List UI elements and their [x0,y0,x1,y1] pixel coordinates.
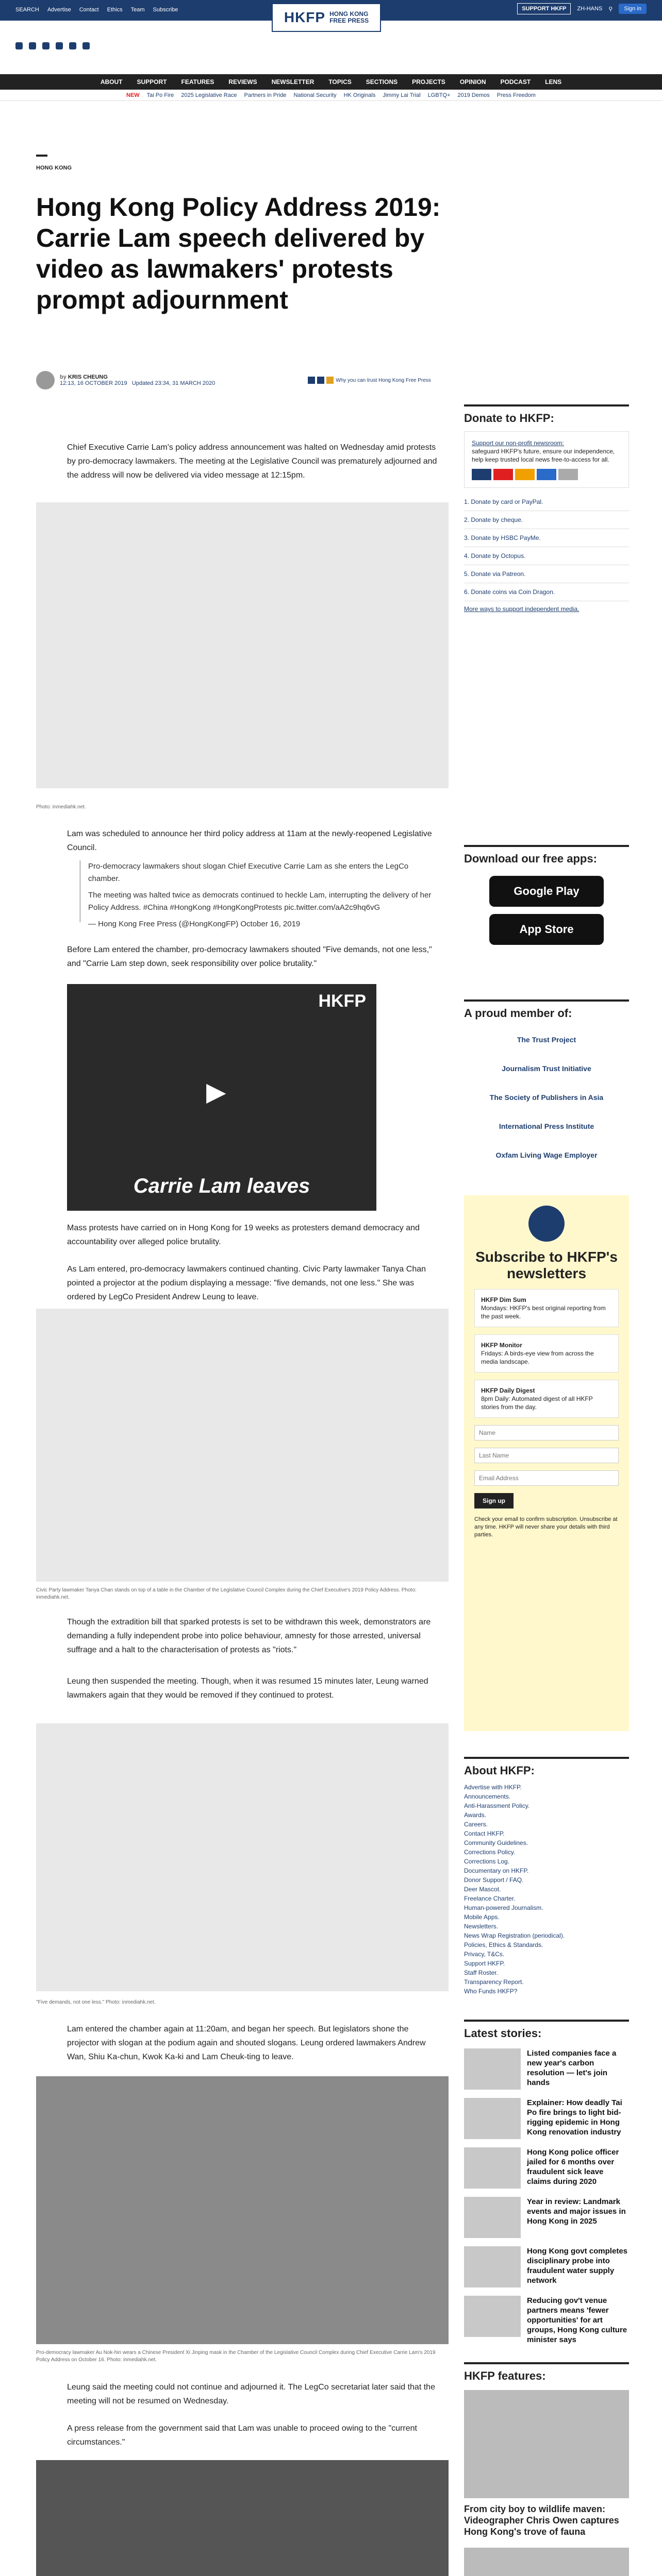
nav-item[interactable]: FEATURES [181,78,214,86]
about-link[interactable]: Corrections Log. [464,1858,510,1865]
email-icon[interactable] [82,42,90,49]
trust-icon [326,377,334,384]
latest-story[interactable] [464,2296,629,2345]
story-title[interactable]: Hong Kong govt completes disciplinary probe into fraudulent water supply network [527,2247,627,2285]
name-input[interactable] [474,1425,619,1440]
share-icon[interactable] [308,377,315,384]
share-icon[interactable] [317,377,324,384]
google-play-button[interactable]: Google Play [489,876,604,907]
donate-option[interactable]: 5. Donate via Patreon. [464,565,629,583]
nav-item[interactable]: OPINION [459,78,486,86]
member-logo[interactable]: International Press Institute [499,1122,594,1130]
about-link[interactable]: News Wrap Registration (periodical). [464,1932,565,1939]
paragraph: Though the extradition bill that sparked protests is set to be withdrawn this week, demonstrators are demanding a fully independent probe into police behaviour, amnesty for those arrested, universal suffrage and a halt to the characterisation of protests as "riots." [67,1618,431,1654]
donate-option[interactable]: 2. Donate by cheque. [464,511,629,529]
article-image [36,1723,449,1991]
about-link[interactable]: Transparency Report. [464,1978,524,1986]
subnav-item[interactable]: HK Originals [343,92,376,98]
payment-icons [472,469,621,480]
paragraph: Leung then suspended the meeting. Though, when it was resumed 15 minutes later, Leung warned lawmakers again that they would be removed if they continued to protest. [67,1677,428,1700]
sub-nav [0,90,662,101]
nav-item[interactable]: TOPICS [328,78,352,86]
image-caption: "Five demands, not one less." Photo: inmediahk.net. [36,1999,156,2005]
hkfp-logo-icon [528,1206,565,1242]
about-link[interactable]: Announcements. [464,1793,511,1800]
subnav-item[interactable]: 2019 Demos [457,92,490,98]
about-link[interactable]: Staff Roster. [464,1969,498,1976]
member-logo[interactable]: The Society of Publishers in Asia [489,1093,604,1101]
linkedin-icon[interactable] [69,42,76,49]
member-logo[interactable]: The Trust Project [517,1036,576,1044]
apps-title: Download our free apps: [464,845,629,866]
trust-link[interactable]: Why you can trust Hong Kong Free Press [336,377,431,383]
story-title[interactable]: Year in review: Landmark events and major issues in Hong Kong in 2025 [527,2197,626,2226]
story-title[interactable]: Reducing gov't venue partners means 'fewer opportunities' for art groups, Hong Kong culture minister says [527,2296,627,2344]
about-link[interactable]: Donor Support / FAQ. [464,1876,524,1884]
latest-widget [464,2020,629,2345]
story-thumbnail [464,2246,521,2287]
latest-story[interactable] [464,2246,629,2287]
article-image [36,2460,449,2576]
donate-widget: Donate to HKFP: Support our non-profit newsroom: safeguard HKFP's future, ensure our independence, help keep trusted local news free-to-access for all. 1. Donate by card or PayPal. 2. Donate by cheque. 3. Donate by HSBC PayMe. 4. Donate by Octopus. 5. Donate via Patreon. 6. Donate coins via Coin Dragon. More ways to support independent media. [464,404,629,613]
divider [36,155,47,157]
about-link[interactable]: Awards. [464,1811,487,1819]
subnav-item[interactable]: 2025 Legislative Race [181,92,237,98]
story-thumbnail [464,2048,521,2090]
story-thumbnail [464,2296,521,2337]
paragraph: Mass protests have carried on in Hong Kong for 19 weeks as protesters demand democracy and accountability over alleged police brutality. [67,1224,420,1246]
feature-thumbnail [464,2390,629,2498]
subnav-item[interactable]: Press Freedom [496,92,536,98]
page-title: Hong Kong Policy Address 2019: Carrie Lam speech delivered by video as lawmakers' protests prompt adjournment [36,193,441,314]
tweet-link[interactable]: — Hong Kong Free Press (@HongKongFP) October 16, 2019 [88,920,301,928]
member-logo[interactable]: Journalism Trust Initiative [502,1064,591,1073]
story-thumbnail [464,2197,521,2238]
about-link[interactable]: Mobile Apps. [464,1913,500,1921]
about-title: About HKFP: [464,1757,629,1777]
twitter-icon[interactable] [15,42,23,49]
image-caption: Civic Party lawmaker Tanya Chan stands on top of a table in the Chamber of the Legislative Council Complex during the Chief Executive's 2019 Policy Address. Photo: inmediahk.net. [36,1587,417,1600]
topbar-link[interactable]: Ethics [107,7,123,13]
nav-item[interactable]: ABOUT [100,78,123,86]
about-link[interactable]: Anti-Harassment Policy. [464,1802,530,1809]
features-widget [464,2362,629,2576]
article-image [36,1309,449,1582]
nav-item[interactable]: SUPPORT [137,78,167,86]
newsletter-widget [464,1195,629,1731]
category-label[interactable]: HONG KONG [36,165,72,171]
about-link[interactable]: Support HKFP. [464,1960,505,1967]
paragraph: Chief Executive Carrie Lam's policy address announcement was halted on Wednesday amid protests by pro-democracy lawmakers. The meeting at the Legislative Council was prematurely adjourned and the address will now be delivered via video message at 12:15pm. [67,443,437,480]
feature-item[interactable]: From city boy to wildlife maven: Videographer Chris Owen captures Hong Kong's trove of fauna [464,2390,629,2537]
nav-item[interactable]: PROJECTS [412,78,445,86]
paragraph: Before Lam entered the chamber, pro-democracy lawmakers shouted "Five demands, not one less," and "Carrie Lam step down, seek responsibility over police brutality." [67,945,432,968]
social-icons [15,42,90,49]
image-caption: Photo: inmediahk.net. [36,804,86,810]
paragraph: A press release from the government said that Lam was unable to proceed owing to the "current circumstances." [67,2424,417,2447]
latest-story[interactable] [464,2048,629,2090]
avatar [36,371,55,389]
story-title[interactable]: Hong Kong police officer jailed for 6 months over fraudulent sick leave claims during 2020 [527,2148,619,2186]
apps-widget [464,845,629,945]
nav-item[interactable]: PODCAST [500,78,531,86]
topbar-link[interactable]: Subscribe [153,7,178,13]
newsletter-note: Check your email to confirm subscription. Unsubscribe at any time. HKFP will never share your details with third parties. [474,1516,618,1538]
subnav-item[interactable]: Jimmy Lai Trial [383,92,421,98]
email-input[interactable] [474,1470,619,1486]
about-link[interactable]: Human-powered Journalism. [464,1904,543,1911]
sign-in-button[interactable]: Sign in [619,4,647,14]
about-link[interactable]: Documentary on HKFP. [464,1867,529,1874]
video-title: Carrie Lam leaves [133,1175,310,1197]
donate-option[interactable]: 4. Donate by Octopus. [464,547,629,565]
author-name[interactable]: KRIS CHEUNG [68,374,108,380]
topbar-link[interactable]: Contact [79,7,99,13]
embedded-video[interactable] [67,984,376,1211]
video-logo: HKFP [318,991,366,1011]
subnav-item[interactable]: National Security [293,92,337,98]
sign-up-button[interactable]: Sign up [474,1493,514,1509]
about-link[interactable]: Careers. [464,1821,488,1828]
nav-item[interactable]: REVIEWS [228,78,257,86]
nav-item[interactable]: LENS [545,78,562,86]
paragraph: Leung said the meeting could not continue and adjourned it. The LegCo secretariat later said that the meeting will not be resumed on Wednesday. [67,2383,435,2405]
paragraph: As Lam entered, pro-democracy lawmakers continued chanting. Civic Party lawmaker Tanya Chan pointed a projector at the podium displaying a message: "five demands, not one less." She was ordered by LegCo President Andrew Leung to leave. [67,1265,426,1301]
new-badge: NEW [126,92,140,98]
more-ways-link[interactable]: More ways to support independent media. [464,605,580,613]
feature-item[interactable] [464,2548,629,2576]
last-name-input[interactable] [474,1448,619,1463]
about-link[interactable]: Advertise with HKFP. [464,1784,522,1791]
donate-option[interactable]: 6. Donate coins via Coin Dragon. [464,583,629,601]
latest-story[interactable] [464,2147,629,2189]
donate-link[interactable]: Support our non-profit newsroom: [472,439,564,447]
embedded-tweet: Pro-democracy lawmakers shout slogan Chief Executive Carrie Lam as she enters the LegCo chamber. The meeting was halted twice as democrats continued to heckle Lam, interrupting the delivery of her Policy Address. #China #HongKong #HongKongProtests pic.twitter.com/aA2c9hq6vG — Hong Kong Free Press (@HongKongFP) October 16, 2019 [79,860,440,922]
story-title[interactable]: Listed companies face a new year's carbon resolution — let's join hands [527,2049,617,2087]
publish-date: 12:13, 16 OCTOBER 2019 [60,380,127,386]
latest-title: Latest stories: [464,2020,629,2040]
story-thumbnail [464,2147,521,2189]
main-nav [0,74,662,90]
topbar-link[interactable]: Advertise [47,7,71,13]
paragraph: Lam entered the chamber again at 11:20am, and began her speech. But legislators shone the projector with slogan at the podium again and shouted slogans. Leung ordered lawmakers Andrew Wan, Shiu Ka-chun, Kwok Ka-ki and Lam Cheuk-ting to leave. [67,2025,426,2061]
image-caption: Pro-democracy lawmaker Au Nok-hin wears a Chinese President Xi Jinping mask in the Chamber of the Legislative Council Complex during Chief Executive Carrie Lam's 2019 Policy Address on October 16. Photo: inmediahk.net. [36,2350,436,2363]
story-thumbnail [464,2098,521,2139]
newsletter-option[interactable]: HKFP Dim Sum Mondays: HKFP's best original reporting from the past week. [474,1289,619,1327]
latest-story[interactable] [464,2197,629,2238]
facebook-icon[interactable] [29,42,36,49]
about-widget [464,1757,629,1996]
donate-option[interactable]: 1. Donate by card or PayPal. [464,493,629,511]
members-title: A proud member of: [464,999,629,1020]
members-widget [464,999,629,1170]
about-link[interactable]: Who Funds HKFP? [464,1988,518,1995]
support-button[interactable]: SUPPORT HKFP [517,3,571,14]
hkfp-logo[interactable]: HKFP HONG KONG FREE PRESS [272,3,381,32]
latest-story[interactable] [464,2098,629,2139]
about-link[interactable]: Freelance Charter. [464,1895,516,1902]
story-title[interactable]: Explainer: How deadly Tai Po fire brings to light bid-rigging epidemic in Hong Kong renovation industry [527,2098,622,2137]
newsletter-title: Subscribe to HKFP's newsletters [475,1249,618,1281]
about-link[interactable]: Privacy, T&Cs. [464,1951,505,1958]
topbar-link[interactable]: Team [130,7,145,13]
feature-thumbnail [464,2548,629,2576]
about-link[interactable]: Newsletters. [464,1923,499,1930]
byline: by KRIS CHEUNG 12:13, 16 OCTOBER 2019 Updated 23:34, 31 MARCH 2020 Why you can trust Hong Kong Free Press [36,371,431,389]
subnav-item[interactable]: LGBTQ+ [427,92,451,98]
article-image [36,2076,449,2344]
language-link[interactable]: ZH-HANS [577,6,603,12]
search-button[interactable]: SEARCH [15,7,39,13]
newsletter-option[interactable]: HKFP Monitor Fridays: A birds-eye view from across the media landscape. [474,1334,619,1372]
app-store-button[interactable]: App Store [489,914,604,945]
article-image [36,502,449,788]
donate-option[interactable]: 3. Donate by HSBC PayMe. [464,529,629,547]
search-icon[interactable]: ⚲ [608,6,613,12]
about-link[interactable]: Policies, Ethics & Standards. [464,1941,543,1948]
nav-item[interactable]: SECTIONS [366,78,398,86]
about-link[interactable]: Community Guidelines. [464,1839,528,1846]
nav-item[interactable]: NEWSLETTER [271,78,315,86]
updated-date: Updated 23:34, 31 MARCH 2020 [131,380,216,386]
member-logo[interactable]: Oxfam Living Wage Employer [495,1151,598,1159]
paragraph: Lam was scheduled to announce her third policy address at 11am at the newly-reopened Legislative Council. [67,829,432,852]
about-link[interactable]: Deer Mascot. [464,1886,501,1893]
instagram-icon[interactable] [42,42,49,49]
subnav-item[interactable]: Partners in Pride [244,92,287,98]
features-title: HKFP features: [464,2362,629,2383]
youtube-icon[interactable] [56,42,63,49]
play-icon[interactable]: ▶ [206,1077,226,1106]
newsletter-option[interactable]: HKFP Daily Digest 8pm Daily: Automated digest of all HKFP stories from the day. [474,1380,619,1418]
subnav-item[interactable]: Tai Po Fire [146,92,174,98]
about-link[interactable]: Contact HKFP. [464,1830,505,1837]
about-link[interactable]: Corrections Policy. [464,1849,516,1856]
donate-title: Donate to HKFP: [464,404,629,425]
